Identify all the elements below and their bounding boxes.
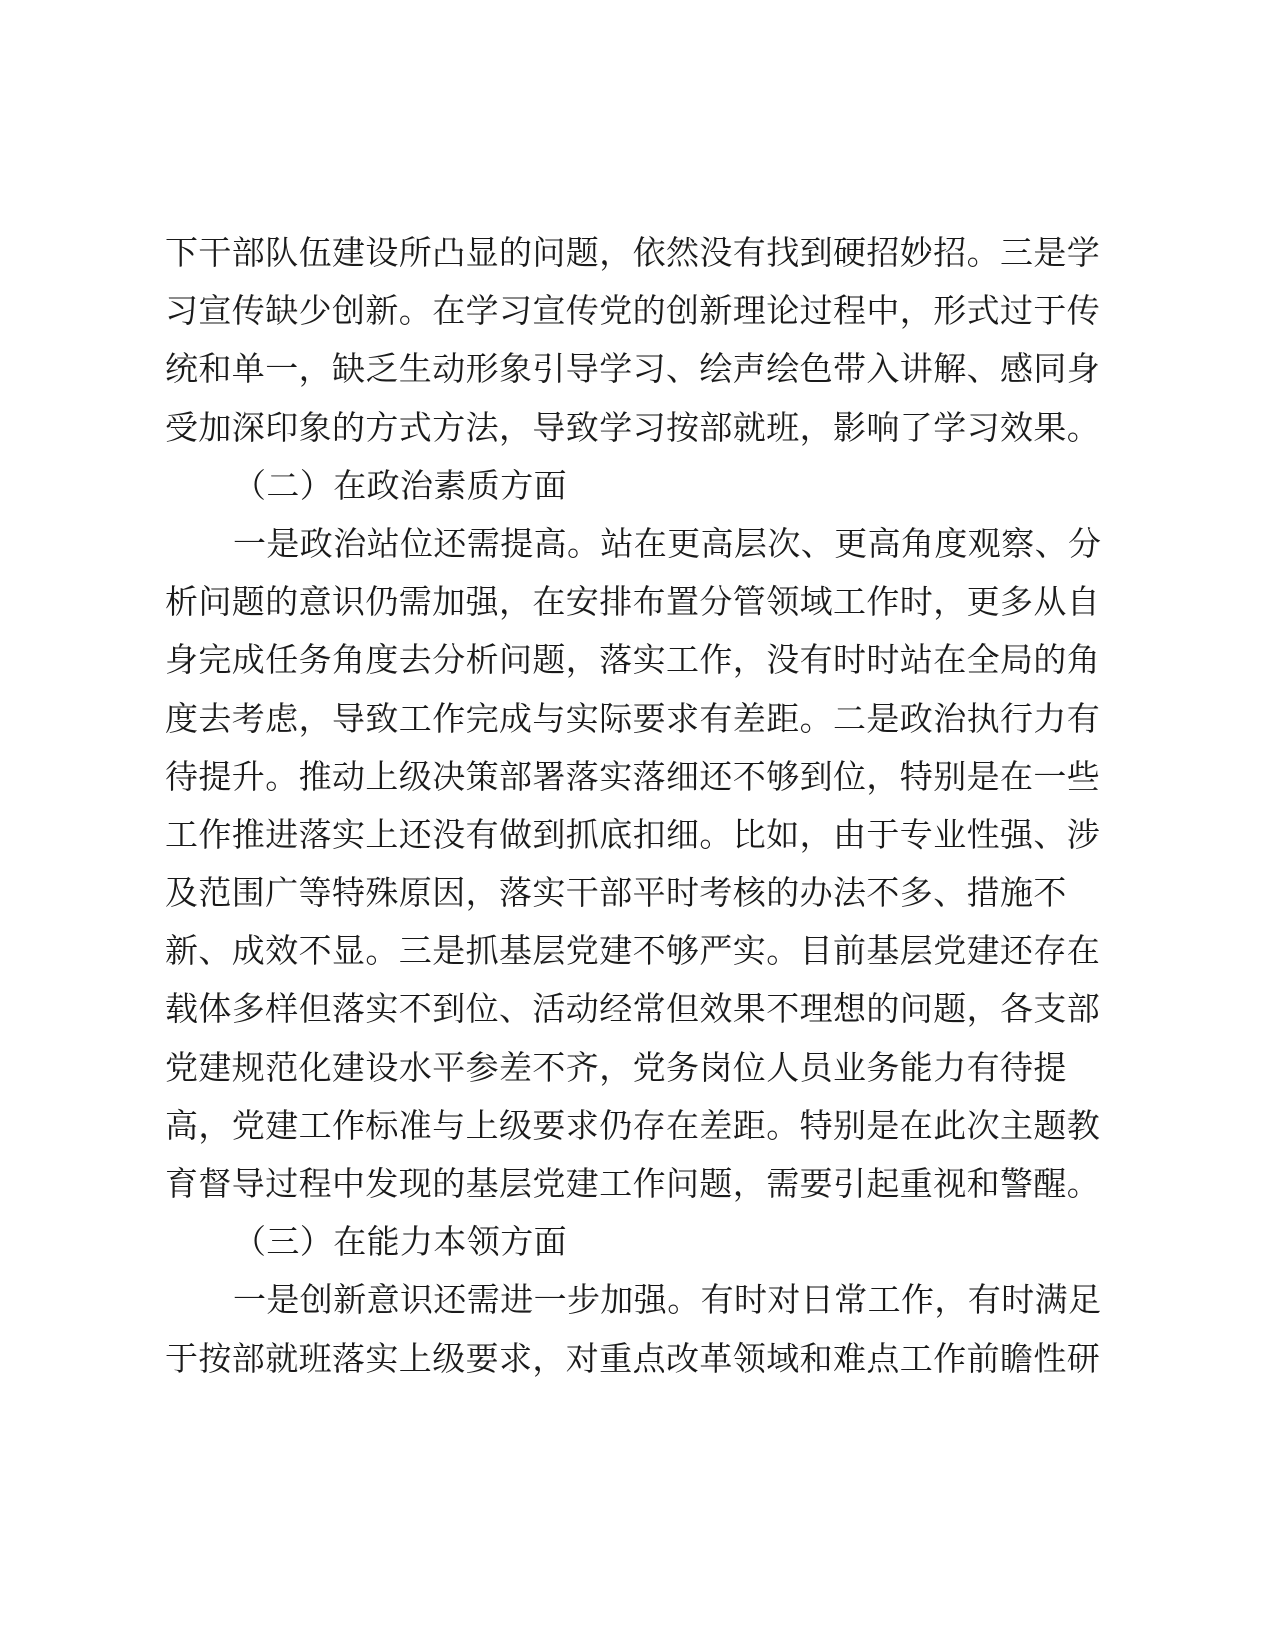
text-line: 载体多样但落实不到位、活动经常但效果不理想的问题，各支部 xyxy=(165,989,1101,1029)
text-line: 高，党建工作标准与上级要求仍存在差距。特别是在此次主题教 xyxy=(165,1105,1101,1145)
text-line: 统和单一，缺乏生动形象引导学习、绘声绘色带入讲解、感同身 xyxy=(165,349,1101,389)
text-line: 育督导过程中发现的基层党建工作问题，需要引起重视和警醒。 xyxy=(165,1164,1101,1203)
text-line: 习宣传缺少创新。在学习宣传党的创新理论过程中，形式过于传 xyxy=(165,291,1101,331)
text-line: 工作推进落实上还没有做到抓底扣细。比如，由于专业性强、涉 xyxy=(165,814,1101,854)
text-line: 身完成任务角度去分析问题，落实工作，没有时时站在全局的角 xyxy=(165,640,1101,680)
text-line: 析问题的意识仍需加强，在安排布置分管领域工作时，更多从自 xyxy=(165,582,1101,622)
section-heading-ability: （三）在能力本领方面 xyxy=(233,1222,567,1262)
text-line: 于按部就班落实上级要求，对重点改革领域和难点工作前瞻性研 xyxy=(165,1338,1101,1378)
text-line: 受加深印象的方式方法，导致学习按部就班，影响了学习效果。 xyxy=(165,407,1101,447)
text-line: 下干部队伍建设所凸显的问题，依然没有找到硬招妙招。三是学 xyxy=(165,233,1101,272)
text-line: 及范围广等特殊原因，落实干部平时考核的办法不多、措施不 xyxy=(165,873,1067,913)
text-line: 度去考虑，导致工作完成与实际要求有差距。二是政治执行力有 xyxy=(165,698,1101,738)
section-heading-political-quality: （二）在政治素质方面 xyxy=(233,465,567,505)
text-line: 新、成效不显。三是抓基层党建不够严实。目前基层党建还存在 xyxy=(165,931,1101,971)
paragraph-first-line: 一是政治站位还需提高。站在更高层次、更高角度观察、分 xyxy=(233,523,1102,563)
text-line: 待提升。推动上级决策部署落实落细还不够到位，特别是在一些 xyxy=(165,756,1101,796)
paragraph-first-line: 一是创新意识还需进一步加强。有时对日常工作，有时满足 xyxy=(233,1280,1102,1320)
document-body xyxy=(165,224,1101,1388)
text-line: 党建规范化建设水平参差不齐，党务岗位人员业务能力有待提 xyxy=(165,1047,1067,1087)
